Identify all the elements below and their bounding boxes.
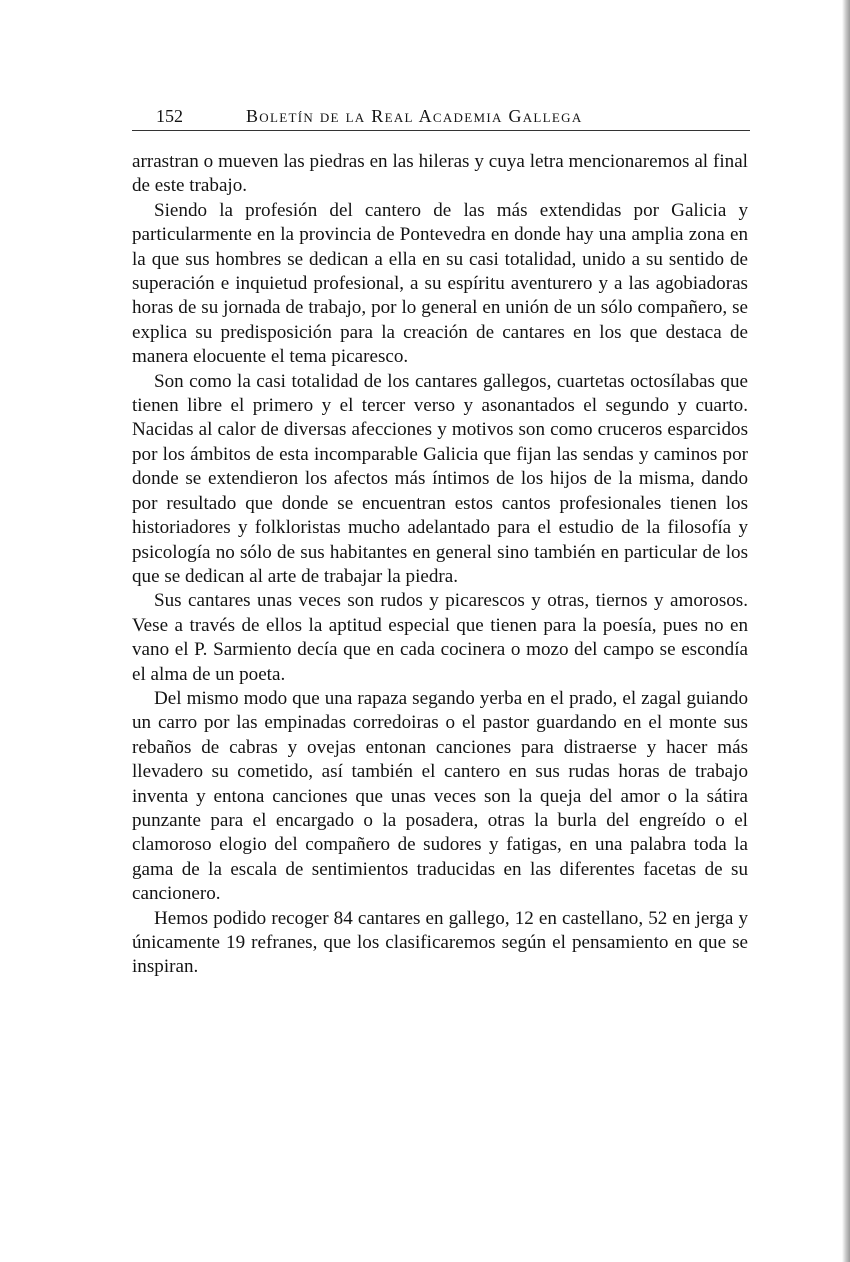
- paragraph-collection: Hemos podido recoger 84 cantares en gallego, 12 en castellano, 52 en jerga y únicamente 19 refranes, que los clasificaremos según el pensamiento en que se inspiran.: [132, 907, 748, 978]
- page-edge-shadow: [842, 0, 850, 1262]
- paragraph-profession: Siendo la profesión del cantero de las más extendidas por Galicia y particularmente en la provincia de Pontevedra en donde hay una amplia zona en la que sus hombres se dedican a ella en su casi totalidad, unido a su sentido de superación e inquietud profesional, a su espíritu aventurero y a las agobiadoras horas de su jornada de trabajo, por lo general en unión de un sólo compañero, se explica su predisposición para la creación de cantares en los que destaca de manera elocuente el tema picaresco.: [132, 199, 748, 368]
- page-number: 152: [156, 106, 183, 126]
- article-body: [132, 150, 748, 980]
- running-header: [132, 102, 750, 131]
- paragraph-verse-form: Son como la casi totalidad de los cantares gallegos, cuartetas octosílabas que tienen libre el primero y el tercer verso y asonantados el segundo y cuarto. Nacidas al calor de diversas afecciones y motivos son como cruceros esparcidos por los ámbitos de esta incomparable Galicia que fijan las sendas y caminos por donde se extendieron los afectos más íntimos de los hijos de la misma, dando por resultado que donde se encuentran estos cantos profesionales tienen los historiadores y folkloristas mucho adelantado para el estudio de la filosofía y psicología no sólo de sus habitantes en general sino también en particular de los que se dedican al arte de trabajar la piedra.: [132, 370, 748, 587]
- paragraph-comparison: Del mismo modo que una rapaza segando yerba en el prado, el zagal guiando un carro por las empinadas corredoiras o el pastor guardando en el monte sus rebaños de cabras y ovejas entonan canciones para distraerse y hacer más llevadero su cometido, así también el cantero en sus rudas horas de trabajo inventa y entona canciones que unas veces son la queja del amor o la sátira punzante para el encargado o la posadera, otras la burla del engreído o el clamoroso elogio del compañero de sudores y fatigas, en una palabra toda la gama de la escala de sentimientos traducidas en las diferentes facetas de su cancionero.: [132, 687, 748, 905]
- paragraph-tone: Sus cantares unas veces son rudos y picarescos y otras, tiernos y amorosos. Vese a través de ellos la aptitud especial que tienen para la poesía, pues no en vano el P. Sarmiento decía que en cada cocinera o mozo del campo se escondía el alma de un poeta.: [132, 590, 748, 685]
- journal-title: Boletín de la Real Academia Gallega: [246, 106, 583, 126]
- paragraph-continuation: arrastran o mueven las piedras en las hileras y cuya letra mencionaremos al final de este trabajo.: [132, 151, 748, 197]
